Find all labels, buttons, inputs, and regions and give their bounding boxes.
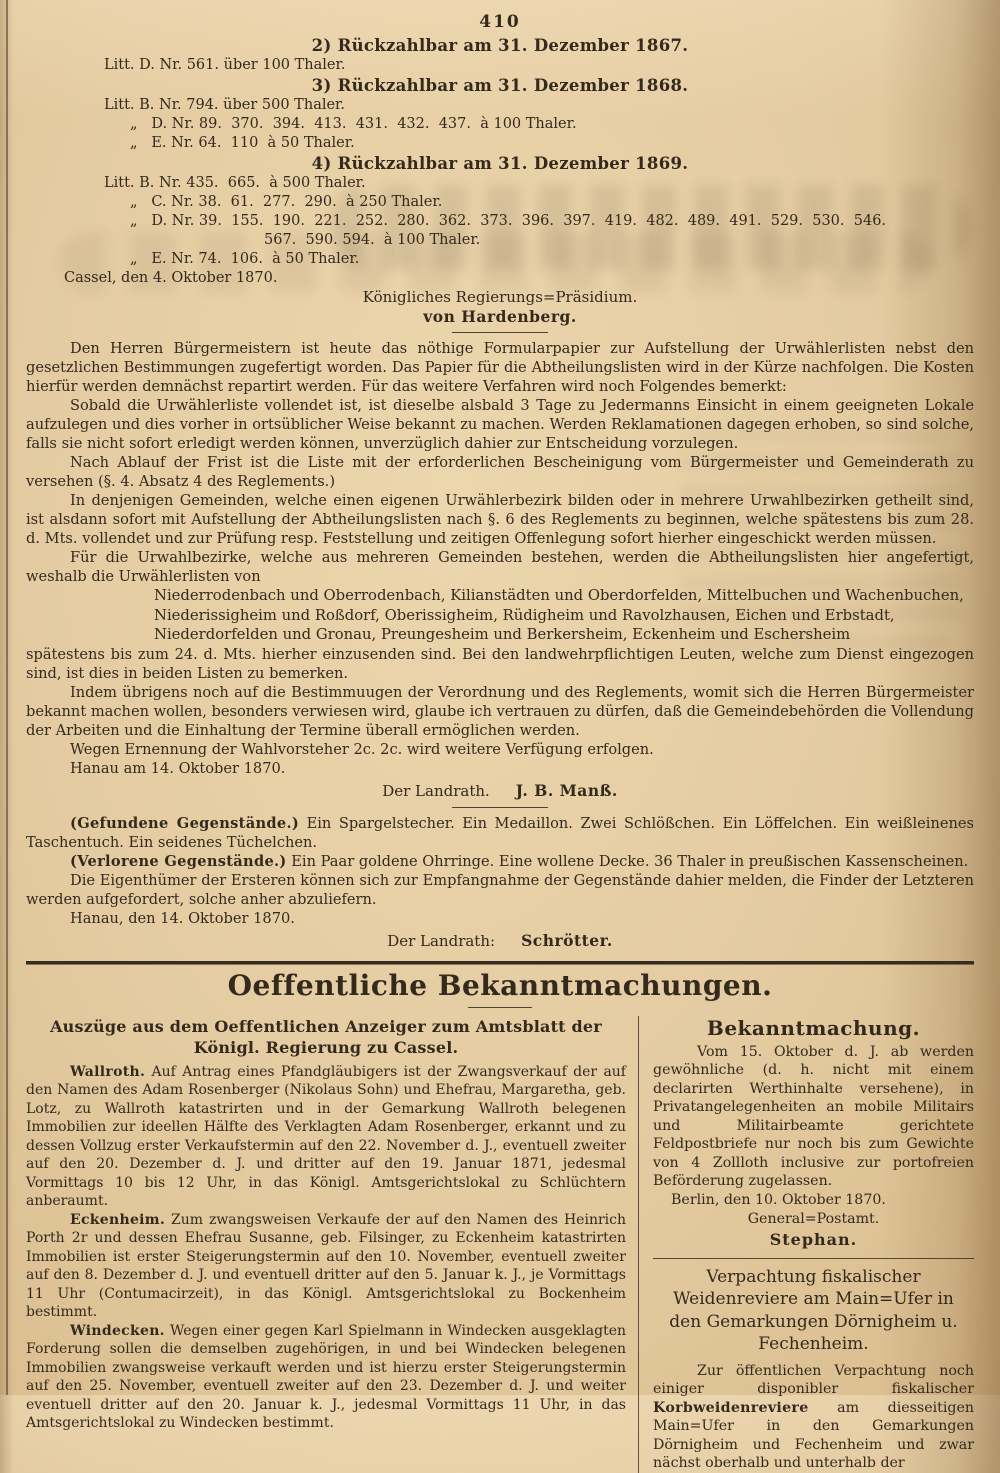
small-divider: [452, 807, 548, 808]
excerpt-heading: Auszüge aus dem Oeffentlichen Anzeiger zum Amtsblatt der Königl. Regierung zu Cassel.: [50, 1016, 602, 1057]
dateline-berlin: Berlin, den 10. Oktober 1870.: [671, 1191, 886, 1208]
bond-heading-1869: 4) Rückzahlbar am 31. Dezember 1869.: [311, 154, 689, 173]
small-divider: [468, 1007, 532, 1008]
notice-eckenheim-text: Zum zwangsweisen Verkaufe der auf den Namen des Heinrich Porth 2r und dessen Ehefrau Susanne, geb. Filsinger, zu Eckenheim katastrirten Immobilien ist erster Steigerungstermin auf den 10. November, eventuell zweiter auf den 8. Dezember d. J. und eventuell dritter auf den 5. Januar k. J., je Vormittags 11 Uhr (Contumacirzeit), in das Königl. Amtsgerichtslokal zu Bockenheim bestimmt.: [26, 1211, 626, 1320]
notice-wallroth: [26, 1063, 626, 1211]
column-left: [26, 1016, 638, 1473]
signature-von-hardenberg: von Hardenberg.: [423, 307, 577, 326]
bond-heading-1868: 3) Rückzahlbar am 31. Dezember 1868.: [311, 76, 689, 95]
landrath-signature-row: [26, 931, 974, 952]
landrath-signature-row: [26, 781, 974, 802]
lease-body-pre: Zur öffentlichen Verpachtung noch einiger disponibler fiskalischer: [653, 1362, 974, 1397]
notice-wallroth-lead: Wallroth.: [70, 1063, 146, 1080]
public-notices-title: Oeffentliche Bekanntmachungen.: [227, 968, 773, 1002]
circular-section: [26, 339, 974, 808]
bond-line: Litt. D. Nr. 561. über 100 Thaler.: [104, 57, 346, 73]
circular-paragraph: Indem übrigens noch auf die Bestimmuugen der Verordnung und des Reglements, womit sich die Herren Bürgermeister bekannt machen wollen, besonders verwiesen wird, glaube ich vertrauen zu dürfen, daß die Gemeindebehörden die Vollendung der Arbeiten und die Einhaltung der Termine überall ermöglichen werden.: [26, 683, 974, 739]
lost-and-found-section: [26, 814, 974, 952]
small-divider: [452, 332, 548, 333]
signature-schroetter: Schrötter.: [521, 930, 613, 950]
notice-windecken-text: Wegen einer gegen Karl Spielmann in Windecken ausgeklagten Forderung sollen die demselben zugehörigen, in und bei Windecken belegenen Immobilien zwangsweise verkauft werden und ist hierzu erster Steigerungstermin auf den 25. November, eventuell zweiter auf den 23. Dezember d. J. und weiter eventuell dritter auf den 20. Januar k. J., jedesmal Vormittags 11 Uhr, in das Amtsgerichtslokal zu Windecken bestimmt.: [26, 1322, 626, 1431]
circular-paragraph: Sobald die Urwählerliste vollendet ist, ist dieselbe alsbald 3 Tage zu Jedermanns Einsicht in einem geeigneten Lokale aufzulegen und dies vorher in ortsüblicher Weise bekannt zu machen. Werden Reklamationen dagegen erhoben, so sind solche, falls sie nicht sofort erledigt werden können, unverzüglich dahier zur Entscheidung vorzulegen.: [26, 397, 974, 452]
lease-body-post: am diesseitigen Main=Ufer in den Gemarkungen Dörnigheim und Fechenheim und zwar nächst oberhalb und unterhalb der: [653, 1399, 974, 1471]
thick-section-rule: [26, 961, 974, 965]
notice-windecken-lead: Windecken.: [70, 1322, 165, 1339]
bond-line: Litt. B. Nr. 794. über 500 Thaler.: [104, 97, 345, 113]
page-number: 410: [479, 12, 521, 32]
place-names-line: Niederissigheim und Roßdorf, Oberissigheim, Rüdigheim und Ravolzhausen, Eichen und Erbstadt,: [154, 606, 895, 624]
place-names-line: Niederrodenbach und Oberrodenbach, Kilianstädten und Oberdorfelden, Mittelbuchen und Wachenbuchen,: [154, 587, 964, 604]
notice-columns: [26, 1016, 974, 1473]
lease-notice-body: [653, 1362, 974, 1473]
signature-manss: J. B. Manß.: [515, 780, 618, 800]
bond-line: „ E. Nr. 64. 110 à 50 Thaler.: [130, 135, 355, 151]
circular-paragraph: Den Herren Bürgermeistern ist heute das nöthige Formularpapier zur Aufstellung der Urwählerlisten nebst den gesetzlichen Bestimmungen zugefertigt worden. Das Papier für die Abtheilungslisten wird in der Kürze nachfolgen. Die Kosten hierfür werden demnächst repartirt werden. Für das weitere Verfahren wird noch Folgendes bemerkt:: [26, 340, 974, 395]
claim-instructions-paragraph: Die Eigenthümer der Ersteren können sich zur Empfangnahme der Gegenstände dahier melden, die Finder der Letzteren werden aufgefordert, solche anher abzuliefern.: [26, 871, 974, 908]
lease-notice-heading: Verpachtung fiskalischer Weidenreviere am Main=Ufer in den Gemarkungen Dörnigheim u. Fechenheim.: [669, 1266, 958, 1354]
found-items-paragraph: [26, 814, 974, 852]
bond-line: „ E. Nr. 74. 106. à 50 Thaler.: [130, 251, 360, 267]
lost-items-lead: (Verlorene Gegenstände.): [70, 852, 287, 870]
bond-line-continuation: 567. 590. 594. à 100 Thaler.: [264, 232, 481, 248]
bond-line: „ D. Nr. 39. 155. 190. 221. 252. 280. 362. 373. 396. 397. 419. 482. 489. 491. 529. 530. 546.: [130, 213, 887, 229]
signature-stephan: Stephan.: [769, 1229, 858, 1249]
notice-windecken: [26, 1322, 626, 1433]
found-items-text: Ein Spargelstecher. Ein Medaillon. Zwei Schlößchen. Ein Löffelchen. Ein weißleinenes Taschentuch. Ein seidenes Tüchelchen.: [26, 814, 974, 851]
found-items-lead: (Gefundene Gegenstände.): [70, 814, 300, 832]
lost-items-paragraph: [26, 852, 974, 871]
notice-eckenheim: [26, 1211, 626, 1322]
dateline-cassel: Cassel, den 4. Oktober 1870.: [64, 270, 278, 286]
notice-eckenheim-lead: Eckenheim.: [70, 1211, 166, 1228]
bond-line: „ C. Nr. 38. 61. 277. 290. à 250 Thaler.: [130, 194, 443, 210]
bond-line: Litt. B. Nr. 435. 665. à 500 Thaler.: [104, 175, 366, 191]
place-names-line: Niederdorfelden und Gronau, Preungesheim und Berkersheim, Eckenheim und Eschersheim: [154, 626, 851, 643]
circular-paragraph: Für die Urwahlbezirke, welche aus mehreren Gemeinden bestehen, werden die Abtheilungslisten hier angefertigt, weshalb die Urwählerlisten von: [26, 549, 974, 585]
lost-items-text: Ein Paar goldene Ohrringe. Eine wollene Decke. 36 Thaler in preußischen Kassenscheinen.: [286, 852, 969, 870]
signature-label: Der Landrath.: [382, 781, 490, 800]
general-postamt-label: General=Postamt.: [747, 1210, 880, 1227]
circular-paragraph: Nach Ablauf der Frist ist die Liste mit der erforderlichen Bescheinigung vom Bürgermeister und Gemeinderath zu versehen (§. 4. Absatz 4 des Reglements.): [26, 454, 974, 490]
circular-paragraph: In denjenigen Gemeinden, welche einen eigenen Urwählerbezirk bilden oder in mehrere Urwahlbezirken getheilt sind, ist alsdann sofort mit Aufstellung der Abtheilungslisten nach §. 6 des Reglements zu beginnen, welche spätestens bis zum 28. d. Mts. vollendet und zur Prüfung resp. Feststellung und zeitigen Offenlegung sofort hierher eingeschickt werden müssen.: [26, 492, 974, 547]
dateline-hanau: Hanau, den 14. Oktober 1870.: [70, 909, 295, 927]
notice-wallroth-text: Auf Antrag eines Pfandgläubigers ist der Zwangsverkauf der auf den Namen des Adam Rosenberger (Nikolaus Sohn) und Ehefrau, Margaretha, geb. Lotz, zu Wallroth katastrirten und in der Gemarkung Wallroth belegenen Immobilien zur ideellen Hälfte des Verklagten Adam Rosenberger, erkannt und zu dessen Vollzug erster Verkaufstermin auf den 22. November d. J., eventuell zweiter auf den 20. Dezember d. J. und dritter auf den 19. Januar 1871, jedesmal Vormittags 10 bis 12 Uhr, in das Königl. Amtsgerichtslokal zu Schlüchtern anberaumt.: [26, 1063, 626, 1209]
announcement-body: Vom 15. Oktober d. J. ab werden gewöhnliche (d. h. nicht mit einem declarirten Werthinhalte versehene), in Privatangelegenheiten an mobile Militairs und Militairbeamte gerichtete Feldpostbriefe nur noch bis zum Gewichte von 4 Zollloth inclusive zur portofreien Beförderung zugelassen.: [653, 1043, 974, 1189]
column-right: [639, 1016, 974, 1473]
bond-line: „ D. Nr. 89. 370. 394. 413. 431. 432. 437. à 100 Thaler.: [130, 116, 577, 132]
circular-paragraph: spätestens bis zum 24. d. Mts. hierher einzusenden sind. Bei den landwehrpflichtigen Leuten, welche zum Dienst eingezogen sind, ist dies in beiden Listen zu bemerken.: [26, 645, 974, 682]
announcement-heading: Bekanntmachung.: [706, 1015, 921, 1040]
circular-paragraph: Wegen Ernennung der Wahlvorsteher 2c. 2c. wird weitere Verfügung erfolgen.: [70, 740, 654, 758]
bond-redemption-section: [26, 35, 974, 333]
bond-heading-1867: 2) Rückzahlbar am 31. Dezember 1867.: [311, 36, 689, 55]
issuing-authority: Königliches Regierungs=Präsidium.: [362, 288, 638, 306]
lease-body-bold: Korbweidenreviere: [653, 1399, 809, 1416]
column-rule: [653, 1258, 974, 1259]
dateline-hanau: Hanau am 14. Oktober 1870.: [70, 759, 286, 777]
signature-label: Der Landrath:: [387, 931, 496, 950]
